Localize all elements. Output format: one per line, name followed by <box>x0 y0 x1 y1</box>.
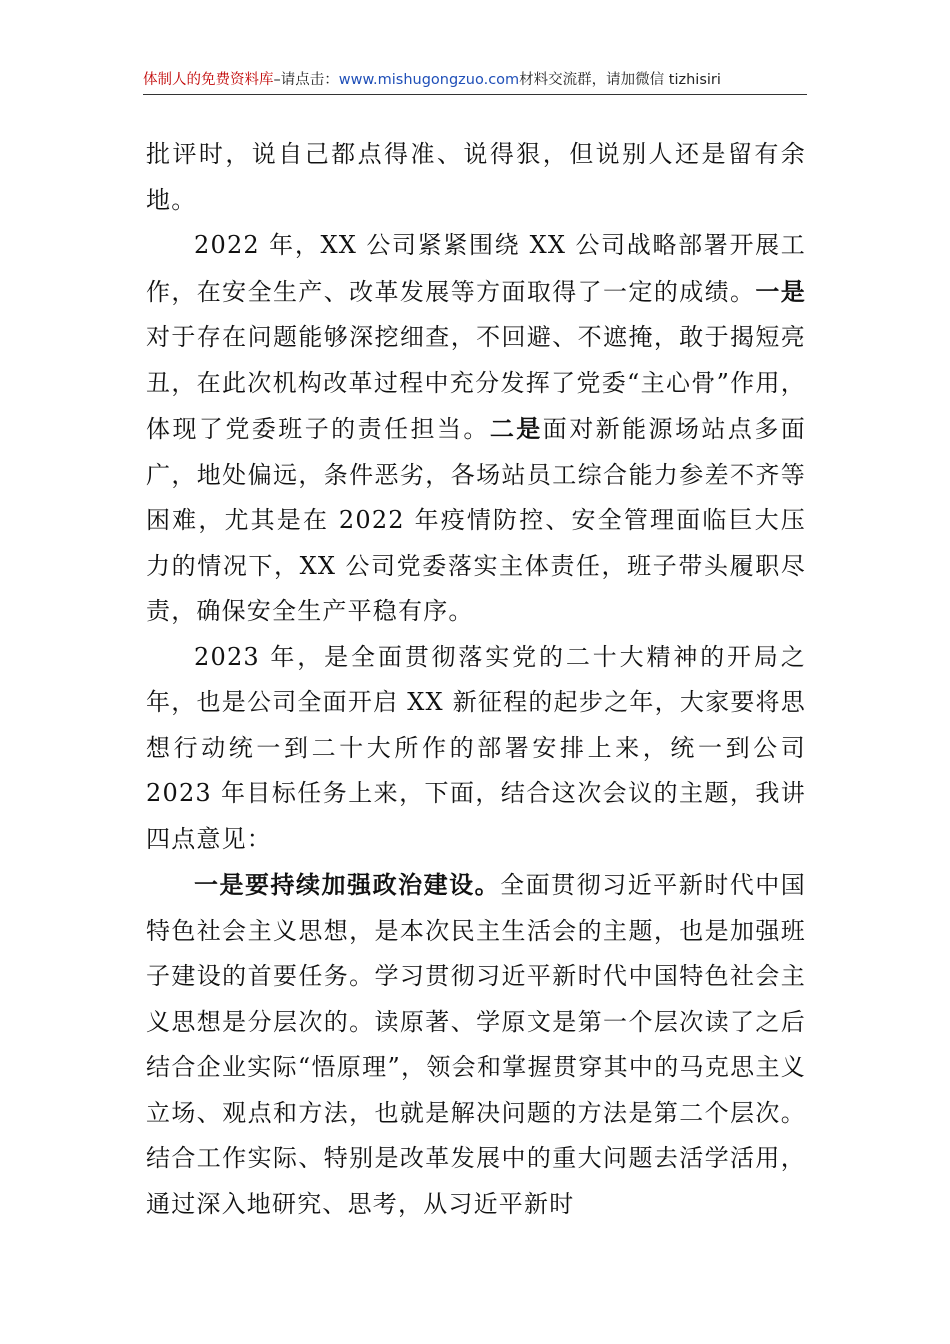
paragraph-2022-point-two: 面对新能源场站点多面广，地处偏远，条件恶劣，各场站员工综合能力参差不齐等困难，尤其是在 2022 年疫情防控、安全管理面临巨大压力的情况下，XX 公司党委落实主体责任，班子带头履职尽责，确保安全生产平稳有序。 <box>146 415 806 625</box>
header-separator: –请点击： <box>273 72 339 88</box>
document-body <box>146 132 806 1227</box>
header-brand: 体制人的免费资料库 <box>143 72 274 88</box>
header-website-link[interactable]: www.mishugongzuo.com <box>338 72 520 88</box>
paragraph-2022-point-one: 对于存在问题能够深挖细查，不回避、不遮掩，敢于揭短亮丑，在此次机构改革过程中充分发挥了党委“主心骨”作用，体现了党委班子的责任担当。 <box>146 323 806 443</box>
section-heading-political-building: 一是要持续加强政治建设。 <box>194 870 501 899</box>
paragraph-political-building <box>146 862 806 1227</box>
paragraph-political-building-text: 全面贯彻习近平新时代中国特色社会主义思想，是本次民主生活会的主题，也是加强班子建设的首要任务。学习贯彻习近平新时代中国特色社会主义思想是分层次的。读原著、学原文是第一个层次读了之后结合企业实际“悟原理”，领会和掌握贯穿其中的马克思主义立场、观点和方法，也就是解决问题的方法是第二个层次。结合工作实际、特别是改革发展中的重大问题去活学活用，通过深入地研究、思考，从习近平新时 <box>146 871 806 1218</box>
page-header <box>143 68 807 95</box>
paragraph-2023-outlook: 2023 年，是全面贯彻落实党的二十大精神的开局之年，也是公司全面开启 XX 新征程的起步之年，大家要将思想行动统一到二十大所作的部署安排上来，统一到公司 2023 年目标任务上来，下面，结合这次会议的主题，我讲四点意见： <box>146 642 806 853</box>
header-wechat-note: 材料交流群，请加微信 tizhisiri <box>519 72 721 88</box>
paragraph-2022-review <box>146 223 806 635</box>
paragraph-2022-intro: 2022 年，XX 公司紧紧围绕 XX 公司战略部署开展工作，在安全生产、改革发展等方面取得了一定的成绩。 <box>146 231 806 306</box>
bold-point-two: 二是 <box>489 414 543 443</box>
bold-point-one: 一是 <box>755 276 806 306</box>
paragraph-criticism: 批评时，说自己都点得准、说得狠，但说别人还是留有余地。 <box>146 140 806 214</box>
